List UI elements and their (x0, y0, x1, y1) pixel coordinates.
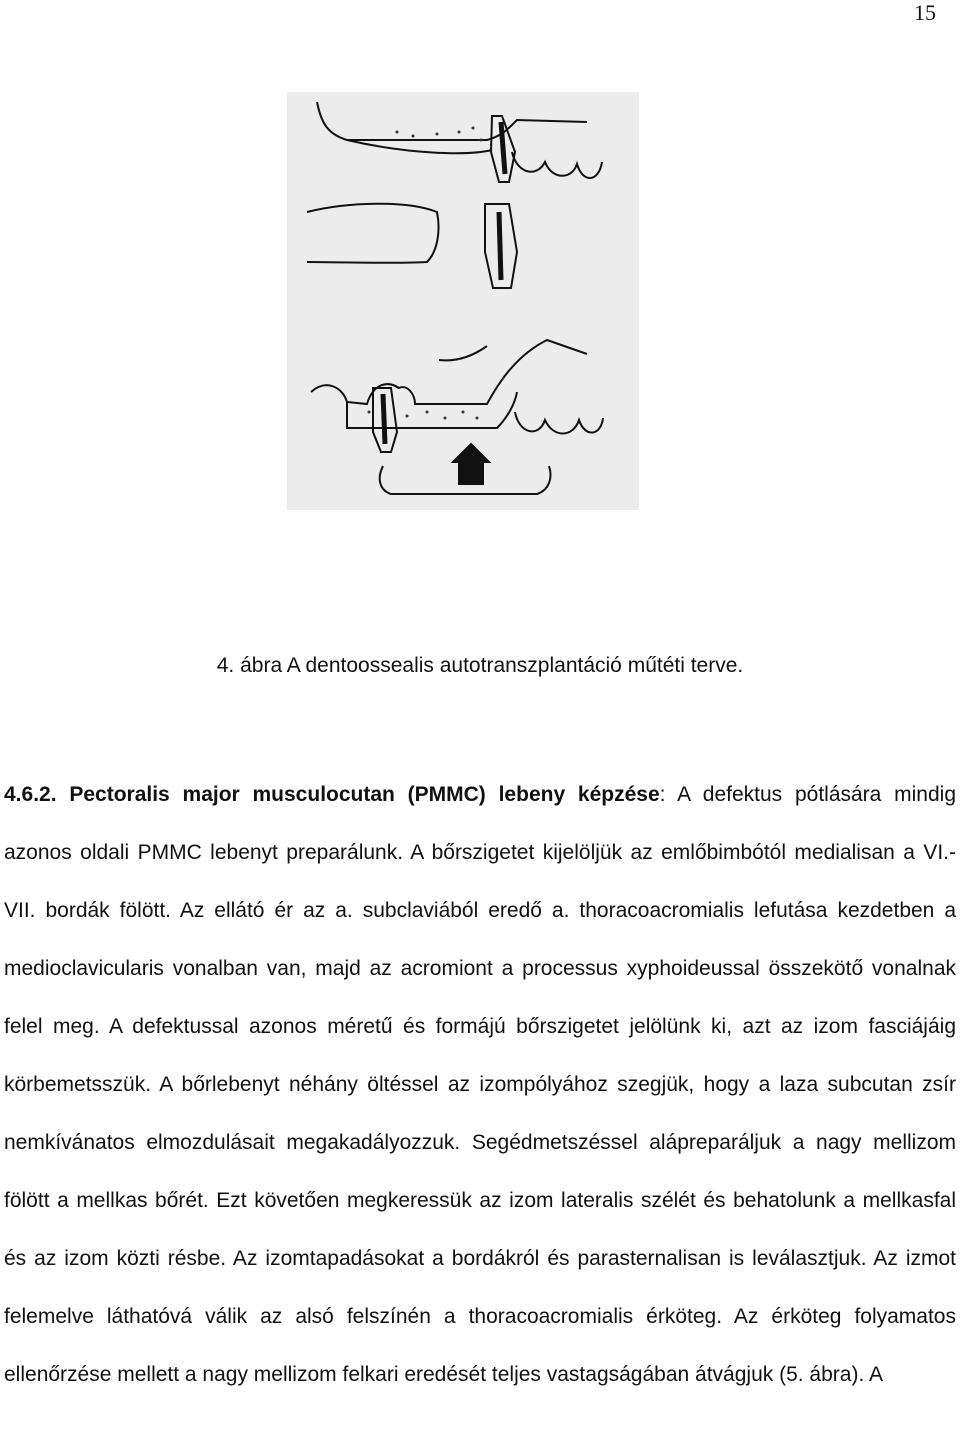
section-heading: 4.6.2. Pectoralis major musculocutan (PMMC) lebeny képzése (4, 783, 660, 806)
dental-surgery-diagram-icon (287, 92, 639, 510)
figure-caption: 4. ábra A dentoossealis autotranszplantáció műtéti terve. (216, 654, 744, 677)
dental-surgery-figure (287, 92, 639, 510)
section-body: : A defektus pótlására mindig azonos oldali PMMC lebenyt preparálunk. A bőrszigetet kijelöljük az emlőbimbótól medialisan a VI.-VII. bordák fölött. Az ellátó ér az a. subclaviából eredő a. thoracoacromialis lefutása kezdetben a medioclavicularis vonalban van, majd az acromiont a processus xyphoideussal összekötő vonalnak felel meg. A defektussal azonos méretű és formájú bőrszigetet jelölünk ki, azt az izom fasciájáig körbemetsszük. A bőrlebenyt néhány öltéssel az izompólyához szegjük, hogy a laza subcutan zsír nemkívánatos elmozdulásait megakadályozzuk. Segédmetszéssel alápreparáljuk a nagy mellizom fölött a mellkas bőrét. Ezt követően megkeressük az izom lateralis szélét és behatolunk a mellkasfal és az izom közti résbe. Az izomtapadásokat a bordákról és parasternalisan is leválasztjuk. Az izmot felemelve láthatóvá válik az alsó felszínén a thoracoacromialis érköteg. Az érköteg folyamatos ellenőrzése mellett a nagy mellizom felkari eredését teljes vastagságában átvágjuk (5. ábra). A (4, 783, 957, 1386)
page-number: 15 (914, 0, 936, 25)
section-paragraph (4, 766, 956, 1404)
